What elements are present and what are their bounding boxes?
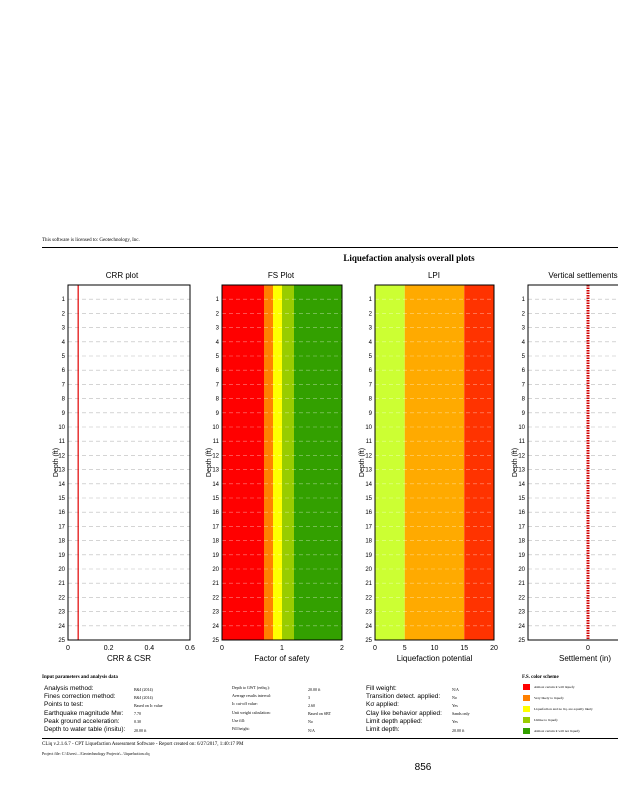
plot1-depth-tick-label: 9 [61,410,65,417]
plot2-x-axis-label: Factor of safety [254,654,310,663]
param-label: Fill height: [232,726,250,731]
plot4-x-tick-label: 0 [586,645,590,652]
param-value: B&I (2014) [134,686,153,692]
plot4-depth-tick-label: 2 [521,311,525,318]
plot4-depth-tick-label: 19 [518,552,525,559]
plot3-depth-tick-label: 5 [368,354,372,360]
plot1-depth-tick-label: 10 [58,425,65,431]
plot2-depth-tick-label: 7 [215,382,219,389]
plot3-x-tick-label: 10 [430,645,439,652]
plot1-depth-tick-label: 24 [58,623,65,630]
plot3-depth-tick-label: 16 [365,510,372,517]
plot1-depth-tick-label: 25 [58,638,65,644]
plot3-depth-tick-label: 8 [368,396,372,403]
param-label: Clay like behavior applied: [366,709,442,717]
plot3-depth-tick-label: 21 [365,581,372,588]
plot3-depth-tick-label: 12 [365,453,372,460]
plot1-depth-tick-label: 15 [58,496,65,502]
plot3-depth-tick-label: 14 [365,481,372,488]
plot4-y-axis-label: Depth (ft) [512,447,519,478]
plot4-depth-tick-label: 6 [521,368,525,375]
plot2-depth-tick-label: 15 [212,496,219,502]
plot3-depth-tick-label: 22 [365,595,372,602]
param-value: B&I (2014) [134,694,153,700]
param-value: 3 [308,694,310,700]
plot4-depth-tick-label: 16 [518,510,525,517]
plot4-depth-tick-label: 23 [518,609,525,616]
param-label: Average results interval: [232,693,272,699]
plot4-depth-tick-label: 21 [518,581,525,588]
plot1-depth-tick-label: 4 [61,339,65,346]
plot1-depth-tick-label: 20 [58,567,65,573]
plot2-x-tick-label: 2 [340,645,344,652]
plot1-x-tick-label: 0.4 [144,645,155,652]
software-footer: CLiq v.2.1.6.7 - CPT Liquefaction Assessment Software - Report created on: 6/27/2017, 1:40:17 PM [42,742,244,747]
plot3-depth-tick-label: 13 [365,467,372,474]
plot2-depth-tick-label: 16 [212,510,219,517]
plot3-depth-tick-label: 18 [365,538,372,545]
plot3-x-tick-label: 5 [402,645,407,652]
plot2-band-4 [282,285,294,640]
plot3-depth-tick-label: 25 [365,638,372,644]
plot1-depth-tick-label: 23 [58,609,65,616]
plot2-band-1 [222,285,264,640]
project-file-footer: Project file: C:\Users\...\Geotechnology Projects\...\liquefaction.clq [42,751,150,756]
plot2-depth-tick-label: 2 [215,311,219,318]
plot1-depth-tick-label: 22 [58,595,65,602]
param-value: 2.60 [308,702,315,708]
plot2-band-2 [264,285,273,640]
plot1-depth-tick-label: 21 [58,581,65,588]
plot2-depth-tick-label: 8 [215,396,219,403]
plot4-x-axis-label: Settlement (in) [558,654,612,663]
plot1-depth-tick-label: 1 [61,297,65,304]
plot4-depth-tick-label: 7 [521,382,525,389]
plot2-depth-tick-label: 4 [215,339,219,346]
plot1-depth-tick-label: 2 [61,311,65,318]
fs-swatch-label: Unlike to liquefy [534,718,558,722]
param-label: Points to test: [44,701,84,709]
plot3-depth-tick-label: 7 [368,382,372,389]
plot1-y-axis-label: Depth (ft) [53,447,60,478]
plot1-depth-tick-label: 11 [58,439,65,446]
plot1-depth-tick-label: 6 [61,368,65,375]
param-label: Unit weight calculation: [232,709,271,715]
plot4-depth-tick-label: 1 [521,297,525,304]
plot2-depth-tick-label: 3 [215,325,219,332]
fs-swatch [523,717,530,723]
plot1-depth-tick-label: 18 [58,538,65,545]
plot2-depth-tick-label: 14 [212,481,219,488]
plot4-depth-tick-label: 24 [518,623,525,630]
param-value: No [308,719,313,725]
plot1-depth-tick-label: 5 [61,354,65,360]
fs-swatch [523,728,530,734]
plot2-depth-tick-label: 11 [212,439,219,446]
plot2-depth-tick-label: 12 [212,453,219,460]
plot2-depth-tick-label: 24 [212,623,219,630]
plot3-band-3 [464,285,494,640]
plot4-depth-tick-label: 11 [518,439,525,446]
report-title: Liquefaction analysis overall plots [343,253,475,263]
fs-scheme-heading: F.S. color scheme [522,675,559,680]
plot3-x-tick-label: 20 [490,645,498,652]
plot3-depth-tick-label: 6 [368,368,372,375]
plot2-depth-tick-label: 9 [215,410,219,417]
plot4-depth-tick-label: 15 [518,496,525,502]
fs-plot-title: FS Plot [267,271,295,280]
param-value: 0.30 [134,719,141,725]
plot1-x-tick-label: 0.6 [185,645,195,652]
plot4-depth-tick-label: 17 [518,524,525,531]
param-value: N/A [308,727,315,733]
plot3-depth-tick-label: 10 [365,425,372,431]
param-label: Depth to water table (insitu): [44,726,126,733]
plot4-depth-tick-label: 12 [518,453,525,460]
plot2-depth-tick-label: 23 [212,609,219,616]
plot1-depth-tick-label: 8 [61,396,65,403]
plot2-depth-tick-label: 5 [215,354,219,360]
plot1-depth-tick-label: 17 [58,524,65,531]
plot2-depth-tick-label: 22 [212,595,219,602]
plot4-frame [528,285,618,640]
plot3-depth-tick-label: 23 [365,609,372,616]
plot4-depth-tick-label: 9 [521,410,525,417]
plot1-depth-tick-label: 12 [58,453,65,460]
plot2-depth-tick-label: 20 [212,567,219,573]
plot2-depth-tick-label: 10 [212,425,219,431]
param-value: N/A [452,686,459,692]
plot3-depth-tick-label: 1 [368,297,372,304]
plot4-depth-tick-label: 25 [518,638,525,644]
param-label: Ic cut-off value: [232,701,258,707]
params-heading: Input parameters and analysis data [42,675,118,680]
param-value: Based on Ic value [134,702,163,708]
fs-swatch-label: Almost certain it will liquefy [534,685,575,689]
plot2-band-3 [273,285,282,640]
plot3-depth-tick-label: 19 [365,552,372,559]
plot3-depth-tick-label: 3 [368,325,372,332]
plot4-depth-tick-label: 18 [518,538,525,545]
plot2-depth-tick-label: 25 [212,638,219,644]
fs-swatch [523,684,530,690]
param-value: Yes [452,719,458,725]
param-value: 7.70 [134,711,141,717]
param-label: Fines correction method: [44,693,116,701]
plot4-depth-tick-label: 3 [521,325,525,332]
plot1-depth-tick-label: 14 [58,481,65,488]
plot4-depth-tick-label: 22 [518,595,525,602]
plot4-depth-tick-label: 20 [518,567,525,573]
param-value: 20.00 ft [452,727,465,733]
plot2-y-axis-label: Depth (ft) [206,447,213,478]
param-label: Analysis method: [44,685,94,692]
param-label: Peak ground acceleration: [44,717,120,725]
plot2-depth-tick-label: 13 [212,467,219,474]
plot3-y-axis-label: Depth (ft) [359,447,366,478]
fs-swatch [523,706,530,712]
fs-swatch [523,695,530,701]
page-number: 856 [414,762,432,773]
plot1-x-axis-label: CRR & CSR [106,654,152,663]
plot3-depth-tick-label: 24 [365,623,372,630]
plot3-depth-tick-label: 20 [365,567,372,573]
plot1-depth-tick-label: 19 [58,552,65,559]
plot2-depth-tick-label: 1 [215,297,219,304]
crr-plot-title: CRR plot [105,271,139,280]
param-label: Fill weight: [366,685,397,692]
plot3-depth-tick-label: 11 [365,439,372,446]
param-label: Kσ applied: [366,701,399,709]
footer-divider [42,738,618,739]
fs-swatch-label: Liquefaction and no liq. are equally likely [534,707,593,711]
param-value: Sands only [452,711,470,717]
param-value: No [452,694,457,700]
plot3-x-tick-label: 15 [460,645,469,652]
plot4-depth-tick-label: 4 [521,339,525,346]
plot4-depth-tick-label: 8 [521,396,525,403]
plot3-x-tick-label: 0 [373,645,377,652]
plot1-x-tick-label: 0.2 [103,645,114,652]
fs-swatch-label: Very likely to liquefy [534,696,564,700]
license-text: This software is licensed to: Geotechnology, Inc. [42,238,140,243]
plot1-frame [68,285,190,640]
plot4-depth-tick-label: 10 [518,425,525,431]
plot2-depth-tick-label: 6 [215,368,219,375]
plot1-x-tick-label: 0 [66,645,70,652]
param-label: Use fill: [232,717,245,723]
lpi-plot-title: LPI [427,271,440,280]
plot2-depth-tick-label: 17 [212,524,219,531]
plot3-depth-tick-label: 15 [365,496,372,502]
param-label: Limit depth: [366,726,400,733]
fs-swatch-label: Almost certain it will not liquefy [534,729,580,733]
plot1-depth-tick-label: 16 [58,510,65,517]
plot3-band-2 [405,285,465,640]
plot2-x-tick-label: 1 [280,645,284,652]
plot2-depth-tick-label: 19 [212,552,219,559]
plot3-x-axis-label: Liquefaction potential [396,654,473,663]
plot4-depth-tick-label: 5 [521,354,525,360]
settlement-plot-title: Vertical settlements [548,271,618,280]
plot2-depth-tick-label: 18 [212,538,219,545]
plot1-depth-tick-label: 3 [61,325,65,332]
param-value: 20.00 ft [134,727,147,733]
plot2-x-tick-label: 0 [220,645,224,652]
param-label: Depth to GWT (erthq.): [232,685,270,690]
plot3-band-1 [375,285,405,640]
plot4-depth-tick-label: 13 [518,467,525,474]
plot1-depth-tick-label: 13 [58,467,65,474]
param-value: 20.00 ft [308,686,321,692]
param-value: Based on SBT [308,711,332,717]
plot2-band-5 [294,285,342,640]
plot4-depth-tick-label: 14 [518,481,525,488]
plot3-depth-tick-label: 2 [368,311,372,318]
param-label: Earthquake magnitude Mw: [44,709,124,717]
param-label: Limit depth applied: [366,717,423,725]
plot3-depth-tick-label: 4 [368,339,372,346]
param-value: Yes [452,702,458,708]
plot1-depth-tick-label: 7 [61,382,65,389]
plot3-depth-tick-label: 17 [365,524,372,531]
plot3-depth-tick-label: 9 [368,410,372,417]
param-label: Transition detect. applied: [366,693,441,701]
plot2-depth-tick-label: 21 [212,581,219,588]
